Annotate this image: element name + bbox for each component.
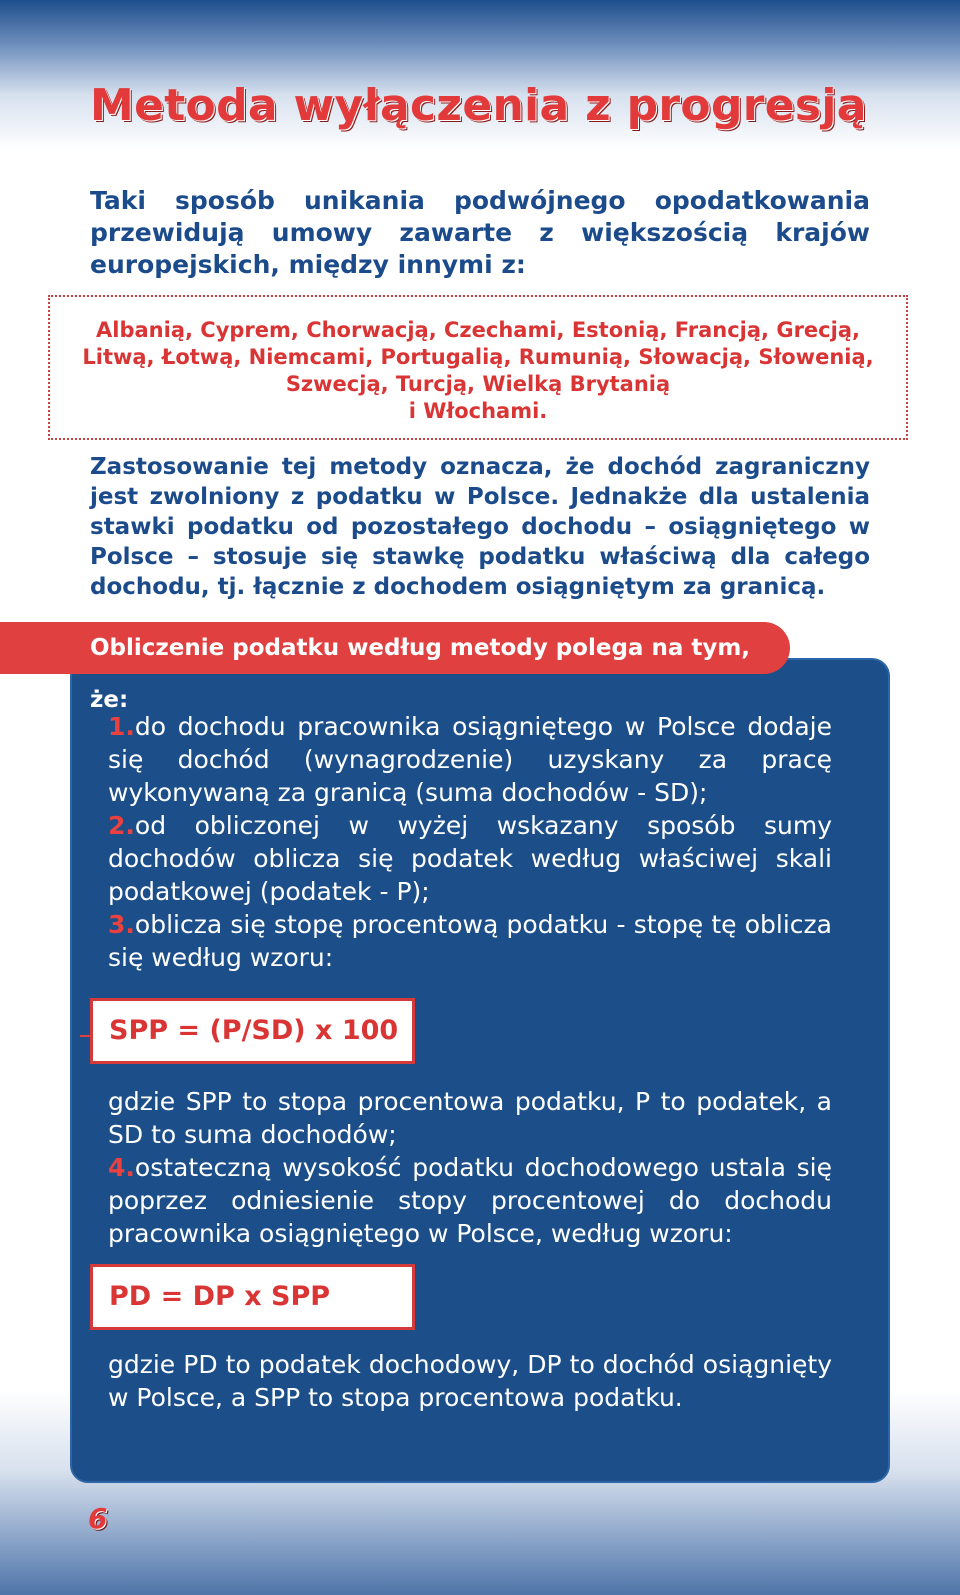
step-text: oblicza się stopę procentową podatku - stopę tę oblicza się według wzoru: bbox=[108, 910, 832, 972]
step-number: 3. bbox=[108, 910, 135, 939]
formula-note: gdzie PD to podatek dochodowy, DP to dochód osiągnięty w Polsce, a SPP to stopa procentowa podatku. bbox=[108, 1350, 832, 1412]
formula-marker bbox=[80, 1035, 90, 1037]
step-number: 1. bbox=[108, 712, 135, 741]
formula-spp: SPP = (P/SD) x 100 bbox=[90, 998, 415, 1064]
steps-block-1 bbox=[108, 710, 832, 974]
countries-box bbox=[48, 295, 908, 440]
step-number: 2. bbox=[108, 811, 135, 840]
countries-line: Litwą, Łotwą, Niemcami, Portugalią, Rumunią, Słowacją, Słowenią, bbox=[82, 345, 874, 369]
section-banner: Obliczenie podatku według metody polega na tym, że: bbox=[0, 622, 790, 674]
page-number: 6 bbox=[88, 1502, 108, 1535]
intro-paragraph: Taki sposób unikania podwójnego opodatkowania przewidują umowy zawarte z większością krajów europejskich, między innymi z: bbox=[90, 186, 870, 279]
formula-pd: PD = DP x SPP bbox=[90, 1264, 415, 1330]
explanation-paragraph: Zastosowanie tej metody oznacza, że dochód zagraniczny jest zwolniony z podatku w Polsce. Jednakże dla ustalenia stawki podatku od pozostałego dochodu – osiągniętego w Polsce – stosuje się stawkę podatku właściwą dla całego dochodu, tj. łącznie z dochodem osiągniętym za granicą. bbox=[90, 454, 870, 600]
steps-block-3 bbox=[108, 1348, 832, 1414]
formula-note: gdzie SPP to stopa procentowa podatku, P to podatek, a SD to suma dochodów; bbox=[108, 1087, 832, 1149]
step-text: od obliczonej w wyżej wskazany sposób sumy dochodów oblicza się podatek według właściwej skali podatkowej (podatek - P); bbox=[108, 811, 832, 906]
countries-line: Albanią, Cyprem, Chorwacją, Czechami, Estonią, Francją, Grecją, bbox=[96, 318, 860, 342]
countries-line: i Włochami. bbox=[408, 399, 548, 423]
step-text: do dochodu pracownika osiągniętego w Polsce dodaje się dochód (wynagrodzenie) uzyskany za pracę wykonywaną za granicą (suma dochodów - SD); bbox=[108, 712, 832, 807]
countries-line: Szwecją, Turcją, Wielką Brytanią bbox=[285, 372, 671, 396]
step-number: 4. bbox=[108, 1153, 135, 1182]
steps-block-2 bbox=[108, 1085, 832, 1250]
page-title: Metoda wyłączenia z progresją bbox=[90, 80, 867, 131]
step-text: ostateczną wysokość podatku dochodowego ustala się poprzez odniesienie stopy procentowej do dochodu pracownika osiągniętego w Polsce, według wzoru: bbox=[108, 1153, 832, 1248]
